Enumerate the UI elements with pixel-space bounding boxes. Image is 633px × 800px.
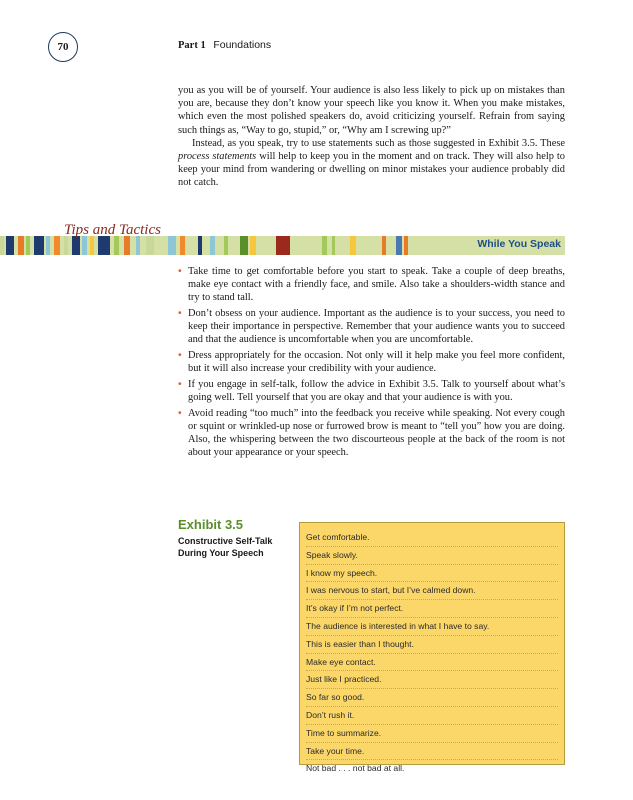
band-stripe [224,236,228,255]
exhibit-title: Exhibit 3.5 [178,517,244,532]
tip-item [178,349,565,375]
band-stripe [404,236,408,255]
section-label: Foundations [213,39,272,51]
self-talk-item: Not bad . . . not bad at all. [306,763,405,774]
band-stripe [198,236,202,255]
bullet-icon: • [178,266,182,277]
paragraph-1: you as you will be of yourself. Your audience is also less likely to pick up on mistakes than you are, because they don’t know your speech like you know it. When you make mistakes, which even the most polished speakers do, avoid criticizing yourself. Refrain from saying such things as, “Way to go, stupid,” or, “Why am I screwing up?” [178,85,565,136]
paragraph-2 [178,137,565,190]
self-talk-item: Speak slowly. [306,547,558,565]
band-stripe [382,236,386,255]
band-stripe [0,236,4,255]
band-stripe [18,236,24,255]
band-stripe [46,236,50,255]
band-stripe [250,236,256,255]
page-number: 70 [48,32,78,62]
tip-text: Take time to get comfortable before you start to speak. Take a couple of deep breaths, make eye contact with a friendly face, and smile. Also take a shoulders-width stance and try to stand tall. [188,266,565,304]
bullet-icon: • [178,407,182,419]
band-stripe [332,236,335,255]
paragraph-2-end: will help to keep you in the moment and on track. They will also help to keep your mind from wandering or dwelling on minor mistakes your audience probably did not catch. [178,151,565,189]
band-stripe [180,236,185,255]
self-talk-item: I know my speech. [306,565,558,583]
band-stripe [34,236,44,255]
process-statements-term: process statements [178,151,257,163]
tip-item [178,378,565,404]
tips-title: Tips and Tactics [64,222,161,238]
self-talk-item: So far so good. [306,689,558,707]
running-head [178,39,271,51]
bullet-icon: • [178,350,182,361]
band-stripe [396,236,402,255]
self-talk-item: Make eye contact. [306,654,558,672]
exhibit-caption: Constructive Self-Talk During Your Speech [178,536,273,558]
band-stripe [54,236,60,255]
band-stripe [350,236,356,255]
part-label: Part 1 [178,40,206,51]
body-text [178,84,565,190]
band-stripe [276,236,290,255]
self-talk-item: Time to summarize. [306,725,558,743]
self-talk-item: Don’t rush it. [306,707,558,725]
tip-text: Don’t obsess on your audience. Important as the audience is to your success, you need to keep their importance in perspective. Remember that your audience wants you to succeed and that the audience is uncomfortable when you are uncomfortable. [188,308,565,346]
tip-text: Dress appropriately for the occasion. Not only will it help make you feel more confident, but it will also increase your credibility with your audience. [188,350,565,375]
self-talk-item: This is easier than I thought. [306,636,558,654]
band-label: While You Speak [477,238,561,250]
self-talk-item: The audience is interested in what I have to say. [306,618,558,636]
band-stripe [240,236,248,255]
exhibit-box [299,522,565,774]
tip-item [178,307,565,347]
band-stripe [322,236,327,255]
paragraph-2-start: Instead, as you speak, try to use statements such as those suggested in Exhibit 3.5. These [192,137,565,149]
self-talk-list [306,529,558,777]
bullet-icon: • [178,308,182,319]
tip-text: If you engage in self-talk, follow the advice in Exhibit 3.5. Talk to yourself about what’s going well. Tell yourself that you are okay and that your audience is with you. [188,378,565,403]
band-stripe [26,236,30,255]
tip-text: Avoid reading “too much” into the feedback you receive while speaking. Not every cough or squint or wrinkled-up nose or furrowed brow is meant to “tell you” how you are doing. Also, the whispering between the two discourteous people at the back of the room is not about your appearance or your speech. [188,407,565,459]
self-talk-item: I was nervous to start, but I’ve calmed down. [306,582,558,600]
tip-item [178,265,565,305]
bullet-icon: • [178,378,182,390]
tips-list [178,265,565,462]
self-talk-item: Just like I practiced. [306,671,558,689]
self-talk-item: Get comfortable. [306,529,558,547]
band-stripe [6,236,14,255]
self-talk-item: It’s okay if I’m not perfect. [306,600,558,618]
band-stripe [210,236,215,255]
self-talk-item: Take your time. [306,743,558,761]
tip-item [178,407,565,460]
band-stripe [168,236,176,255]
